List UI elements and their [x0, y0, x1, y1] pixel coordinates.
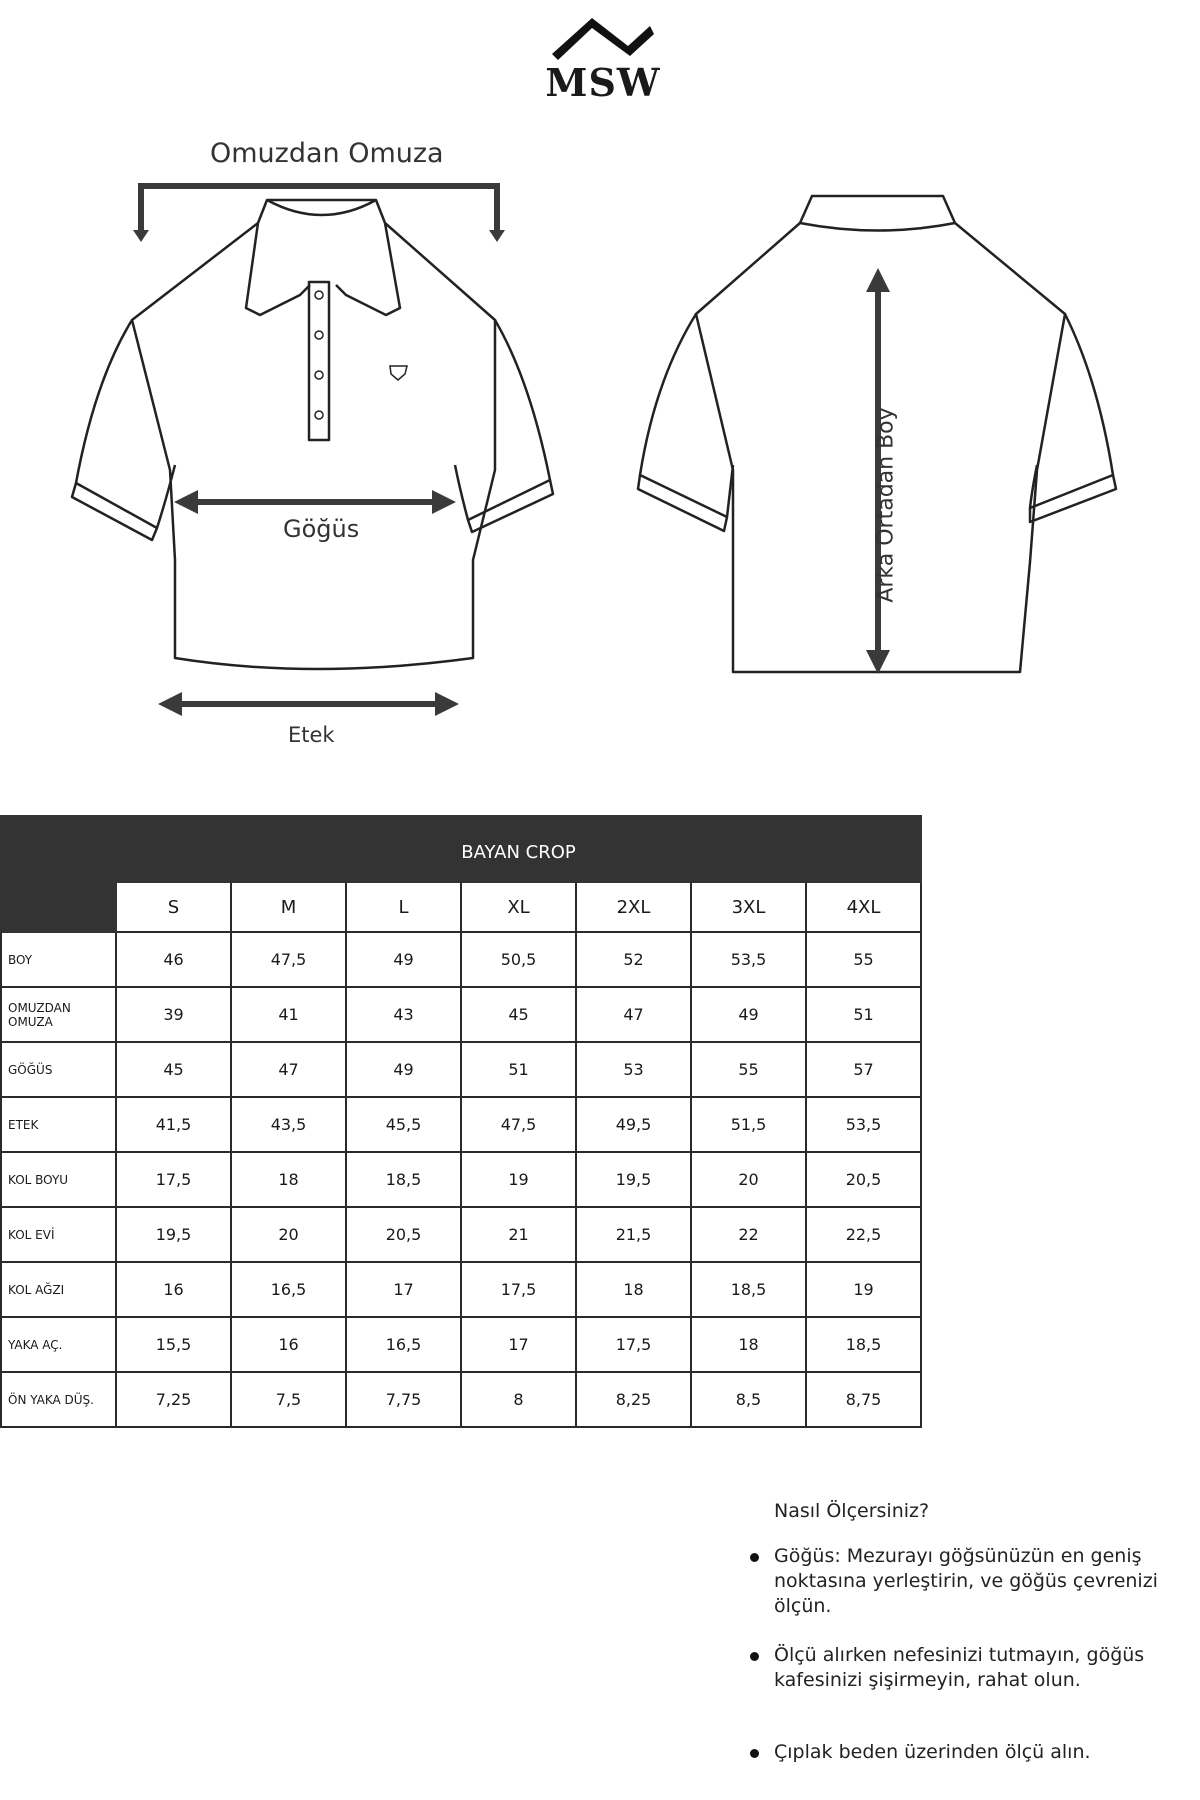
- measurement-cell: 7,25: [116, 1372, 231, 1427]
- table-row: [1, 1317, 921, 1372]
- measurement-cell: 49,5: [576, 1097, 691, 1152]
- measurement-cell: 51: [461, 1042, 576, 1097]
- logo-text: MSW: [545, 60, 661, 105]
- bullet-icon: [750, 1652, 759, 1661]
- roof-logo-icon: [550, 12, 660, 62]
- table-row: [1, 987, 921, 1042]
- measurement-cell: 46: [116, 932, 231, 987]
- measurement-cell: 19: [806, 1262, 921, 1317]
- row-label: BOY: [1, 932, 116, 987]
- measurement-cell: 47,5: [231, 932, 346, 987]
- table-row: [1, 1097, 921, 1152]
- shoulder-measure-bracket: [141, 186, 497, 232]
- measurement-cell: 53: [576, 1042, 691, 1097]
- measurement-cell: 8: [461, 1372, 576, 1427]
- size-header-cell: M: [231, 882, 346, 932]
- back-length-label: Arka Ortadan Boy: [873, 407, 899, 603]
- chest-label: Göğüs: [283, 515, 360, 543]
- measurement-cell: 39: [116, 987, 231, 1042]
- measurement-cell: 18,5: [691, 1262, 806, 1317]
- row-label: ÖN YAKA DÜŞ.: [1, 1372, 116, 1427]
- measurement-cell: 43,5: [231, 1097, 346, 1152]
- size-header-cell: 2XL: [576, 882, 691, 932]
- size-rows: [1, 932, 921, 1427]
- measurement-cell: 7,5: [231, 1372, 346, 1427]
- table-row: [1, 1262, 921, 1317]
- shirt-illustration: [0, 120, 1200, 750]
- measurement-cell: 21,5: [576, 1207, 691, 1262]
- measurement-cell: 7,75: [346, 1372, 461, 1427]
- measurement-cell: 18: [576, 1262, 691, 1317]
- placket-buttons: [315, 291, 323, 419]
- size-header-cell: 3XL: [691, 882, 806, 932]
- table-corner: [1, 816, 116, 932]
- measurement-cell: 47: [576, 987, 691, 1042]
- measurement-cell: 17: [346, 1262, 461, 1317]
- measurement-cell: 16,5: [346, 1317, 461, 1372]
- measurement-cell: 45: [461, 987, 576, 1042]
- table-row: [1, 1152, 921, 1207]
- measurement-cell: 55: [806, 932, 921, 987]
- measurement-cell: 17,5: [116, 1152, 231, 1207]
- size-chart-table: [0, 815, 922, 1428]
- measurement-cell: 52: [576, 932, 691, 987]
- bullet-icon: [750, 1553, 759, 1562]
- table-row: [1, 932, 921, 987]
- measurement-cell: 20,5: [806, 1152, 921, 1207]
- measurement-cell: 17,5: [461, 1262, 576, 1317]
- measurement-cell: 47,5: [461, 1097, 576, 1152]
- measurement-cell: 20,5: [346, 1207, 461, 1262]
- instruction-text: Çıplak beden üzerinden ölçü alın.: [774, 1741, 1091, 1763]
- shoulder-label: Omuzdan Omuza: [210, 138, 444, 169]
- measurement-cell: 20: [691, 1152, 806, 1207]
- measurement-cell: 22: [691, 1207, 806, 1262]
- measurement-cell: 51: [806, 987, 921, 1042]
- measurement-cell: 19: [461, 1152, 576, 1207]
- measurement-cell: 17,5: [576, 1317, 691, 1372]
- size-header-row: [1, 882, 921, 932]
- measurement-cell: 51,5: [691, 1097, 806, 1152]
- size-header-cell: 4XL: [806, 882, 921, 932]
- table-row: [1, 1042, 921, 1097]
- measurement-cell: 57: [806, 1042, 921, 1097]
- measurement-cell: 49: [691, 987, 806, 1042]
- table-title-row: [1, 816, 921, 882]
- measurement-cell: 18,5: [806, 1317, 921, 1372]
- measurement-cell: 16,5: [231, 1262, 346, 1317]
- measurement-cell: 45: [116, 1042, 231, 1097]
- measurement-cell: 50,5: [461, 932, 576, 987]
- measurement-cell: 21: [461, 1207, 576, 1262]
- row-label: KOL BOYU: [1, 1152, 116, 1207]
- measurement-cell: 49: [346, 1042, 461, 1097]
- hem-label: Etek: [288, 723, 335, 747]
- measurement-cell: 47: [231, 1042, 346, 1097]
- measurement-cell: 17: [461, 1317, 576, 1372]
- table-title: BAYAN CROP: [116, 816, 921, 882]
- size-header-cell: S: [116, 882, 231, 932]
- measurement-cell: 53,5: [806, 1097, 921, 1152]
- measurement-cell: 18: [231, 1152, 346, 1207]
- row-label: OMUZDAN OMUZA: [1, 987, 116, 1042]
- measurement-cell: 22,5: [806, 1207, 921, 1262]
- measurement-cell: 16: [116, 1262, 231, 1317]
- measurement-cell: 19,5: [116, 1207, 231, 1262]
- measurement-cell: 8,25: [576, 1372, 691, 1427]
- instruction-text: Ölçü alırken nefesinizi tutmayın, göğüs kafesinizi şişirmeyin, rahat olun.: [774, 1644, 1145, 1691]
- table-row: [1, 1207, 921, 1262]
- measurement-cell: 55: [691, 1042, 806, 1097]
- row-label: YAKA AÇ.: [1, 1317, 116, 1372]
- front-shirt-outline: [72, 200, 553, 669]
- instructions-title: Nasıl Ölçersiniz?: [774, 1500, 930, 1522]
- measurement-cell: 41,5: [116, 1097, 231, 1152]
- measurement-cell: 53,5: [691, 932, 806, 987]
- row-label: GÖĞÜS: [1, 1042, 116, 1097]
- measurement-cell: 43: [346, 987, 461, 1042]
- measurement-cell: 8,5: [691, 1372, 806, 1427]
- row-label: KOL AĞZI: [1, 1262, 116, 1317]
- measurement-cell: 8,75: [806, 1372, 921, 1427]
- size-header-cell: XL: [461, 882, 576, 932]
- emblem-icon: [390, 366, 407, 380]
- measurement-cell: 45,5: [346, 1097, 461, 1152]
- measurement-cell: 20: [231, 1207, 346, 1262]
- measurement-cell: 15,5: [116, 1317, 231, 1372]
- row-label: KOL EVİ: [1, 1207, 116, 1262]
- measurement-cell: 41: [231, 987, 346, 1042]
- size-header-cell: L: [346, 882, 461, 932]
- brand-logo: [538, 12, 668, 105]
- measurement-cell: 49: [346, 932, 461, 987]
- measurement-cell: 18,5: [346, 1152, 461, 1207]
- bullet-icon: [750, 1749, 759, 1758]
- measurement-diagram: [0, 120, 1200, 750]
- measurement-cell: 18: [691, 1317, 806, 1372]
- measurement-cell: 16: [231, 1317, 346, 1372]
- row-label: ETEK: [1, 1097, 116, 1152]
- measurement-cell: 19,5: [576, 1152, 691, 1207]
- table-row: [1, 1372, 921, 1427]
- instruction-text: Göğüs: Mezurayı göğsünüzün en geniş noktasına yerleştirin, ve göğüs çevrenizi ölçün.: [774, 1545, 1158, 1617]
